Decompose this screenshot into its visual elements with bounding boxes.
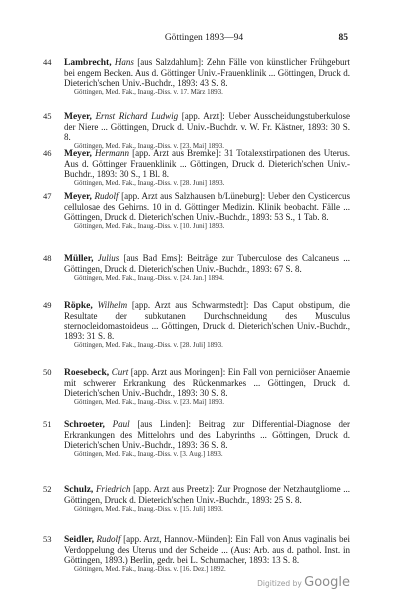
entry-description: [app. Arzt, Hannov.-Münden]: Ein Fall von Anus vaginalis bei Verdoppelung des Uterus und der Scheide ... (Aus: Arb. aus d. pathol. Inst. in Göttingen, 1893.) Berlin, gedr. bei L. Schumacher, 1893: 13 S. 8. <box>64 534 351 565</box>
author-surname: Schroeter, <box>64 420 105 430</box>
bibliography-entry <box>43 148 350 188</box>
running-title: Göttingen 1893—94 <box>164 33 244 43</box>
bibliography-entry <box>43 419 350 459</box>
author-surname: Meyer, <box>64 192 92 202</box>
entry-text <box>64 111 350 142</box>
entry-number: 49 <box>43 300 52 310</box>
entry-number: 46 <box>43 148 52 158</box>
page-number: 85 <box>338 33 348 43</box>
author-surname: Seidler, <box>64 535 94 545</box>
dissertation-note: Göttingen, Med. Fak., Inaug.-Diss. v. [15. Juli] 1893. <box>74 505 223 513</box>
author-given-name: Curt <box>111 367 129 377</box>
digitized-by-text: Digitized by <box>257 579 302 588</box>
author-given-name: Wilhelm <box>97 300 128 310</box>
entry-number: 48 <box>43 253 52 263</box>
entry-description: [aus Bad Ems]: Beiträge zur Tuberculose des Calcaneus ... Göttingen, Druck d. Dieterich'schen Univ.-Buchdr., 1893: 67 S. 8. <box>64 253 351 274</box>
author-surname: Lambrecht, <box>64 58 112 68</box>
entry-number: 45 <box>43 111 52 121</box>
entry-text <box>64 253 350 274</box>
entry-text <box>64 484 350 505</box>
bibliography-entry <box>43 57 350 97</box>
author-given-name: Rudolf <box>96 534 121 544</box>
author-given-name: Rudolf <box>94 191 119 201</box>
author-surname: Roesebeck, <box>64 368 110 378</box>
bibliography-entry <box>43 534 350 574</box>
dissertation-note: Göttingen, Med. Fak., Inaug.-Diss. v. 17. März 1893. <box>74 88 223 96</box>
dissertation-note: Göttingen, Med. Fak., Inaug.-Diss. v. [16. Dez.] 1892. <box>74 565 226 573</box>
bibliography-entry <box>43 300 350 350</box>
bibliography-entry <box>43 111 350 151</box>
author-surname: Meyer, <box>64 112 92 122</box>
author-given-name: Friedrich <box>95 484 131 494</box>
author-given-name: Paul <box>112 419 130 429</box>
entry-text <box>64 148 350 179</box>
bibliography-entry <box>43 484 350 514</box>
entry-text <box>64 367 350 398</box>
entry-description: [app. Arzt aus Preetz]: Zur Prognose der Netzhautgliome ... Göttingen, Druck d. Dieterich'schen Univ.-Buchdr., 1893: 25 S. 8. <box>64 484 350 505</box>
entry-description: [app. Arzt aus Moringen]: Ein Fall von perniciöser Anaemie mit schwerer Erkrankung des Rückenmarkes ... Göttingen, Druck d. Dieterich'schen Univ.-Buchdr., 1893: 30 S. 8. <box>64 367 351 398</box>
entry-description: [aus Salzdahlum]: Zehn Fälle von künstlicher Frühgeburt bei engem Becken. Aus d. Göttinger Univ.-Frauenklinik ... Göttingen, Druck d. Dieterich'schen Univ.-Buchdr., 1893: 43 S. 8. <box>64 57 351 88</box>
entry-text <box>64 534 350 565</box>
entry-number: 52 <box>43 484 52 494</box>
entry-description: [app. Arzt aus Salzhausen b/Lüneburg]: Ueber den Cysticercus cellulosae des Gehirns. 10 in d. Göttinger Medizin. Klinik beobacht. Fälle ... Göttingen, Druck d. Dieterich'schen Univ.-Buchdr., 1893: 53 S., 1 Tab. 8. <box>64 191 351 222</box>
entry-description: [app. Arzt aus Schwarmstedt]: Das Caput obstipum, die Resultate der subkutanen Durchschneidung des Musculus sternocleidomastoideus ... Göttingen, Druck d. Dieterich'schen Univ.-Buchdr., 1893: 31 S. 8. <box>64 300 351 341</box>
author-given-name: Ernst Richard Ludwig <box>95 111 179 121</box>
bibliography-entry <box>43 253 350 283</box>
dissertation-note: Göttingen, Med. Fak., Inaug.-Diss. v. [28. Juli] 1893. <box>74 341 223 349</box>
entry-text <box>64 419 350 450</box>
author-surname: Müller, <box>64 254 94 264</box>
author-surname: Röpke, <box>64 301 93 311</box>
dissertation-note: Göttingen, Med. Fak., Inaug.-Diss. v. [23. Mai] 1893. <box>74 398 225 406</box>
dissertation-note: Göttingen, Med. Fak., Inaug.-Diss. v. [3. Aug.] 1893. <box>74 450 223 458</box>
entry-number: 53 <box>43 534 52 544</box>
entry-description: [aus Linden]: Beitrag zur Differential-Diagnose der Erkrankungen des Mittelohrs und des Labyrinths ... Göttingen, Druck d. Dieterich'schen Univ.-Buchdr., 1893: 36 S. 8. <box>64 419 351 450</box>
entry-text <box>64 57 350 88</box>
author-given-name: Hermann <box>94 148 129 158</box>
digitized-by-google-watermark <box>257 575 350 590</box>
entry-number: 51 <box>43 419 52 429</box>
google-logo-text: Google <box>304 575 350 590</box>
bibliography-entry <box>43 367 350 407</box>
entry-text <box>64 300 350 341</box>
author-given-name: Julius <box>97 253 120 263</box>
dissertation-note: Göttingen, Med. Fak., Inaug.-Diss. v. [24. Jan.] 1894. <box>74 274 224 282</box>
entry-text <box>64 191 350 222</box>
entry-description: [app. Arzt]: Ueber Ausscheidungstuberkulose der Niere ... Göttingen, Druck d. Univ.-Buchdr. v. W. Fr. Kästner, 1893: 30 S. 8. <box>64 111 351 142</box>
dissertation-note: Göttingen, Med. Fak., Inaug.-Diss. v. [23. Mai] 1893. <box>74 142 225 150</box>
author-surname: Meyer, <box>64 149 92 159</box>
entry-number: 47 <box>43 191 52 201</box>
entry-number: 50 <box>43 367 52 377</box>
bibliography-entry <box>43 191 350 231</box>
dissertation-note: Göttingen, Med. Fak., Inaug.-Diss. v. [10. Juni] 1893. <box>74 222 225 230</box>
entry-number: 44 <box>43 57 52 67</box>
author-given-name: Hans <box>114 57 134 67</box>
page-header <box>60 33 348 47</box>
author-surname: Schulz, <box>64 485 94 495</box>
dissertation-note: Göttingen, Med. Fak., Inaug.-Diss. v. [28. Juni] 1893. <box>74 179 225 187</box>
entry-description: [app. Arzt aus Bremke]: 31 Totalexstirpationen des Uterus. Aus d. Göttinger Frauenklinik ... Göttingen, Druck d. Dieterich'schen Univ.-Buchdr., 1893: 30 S., 1 Bl. 8. <box>64 148 350 179</box>
